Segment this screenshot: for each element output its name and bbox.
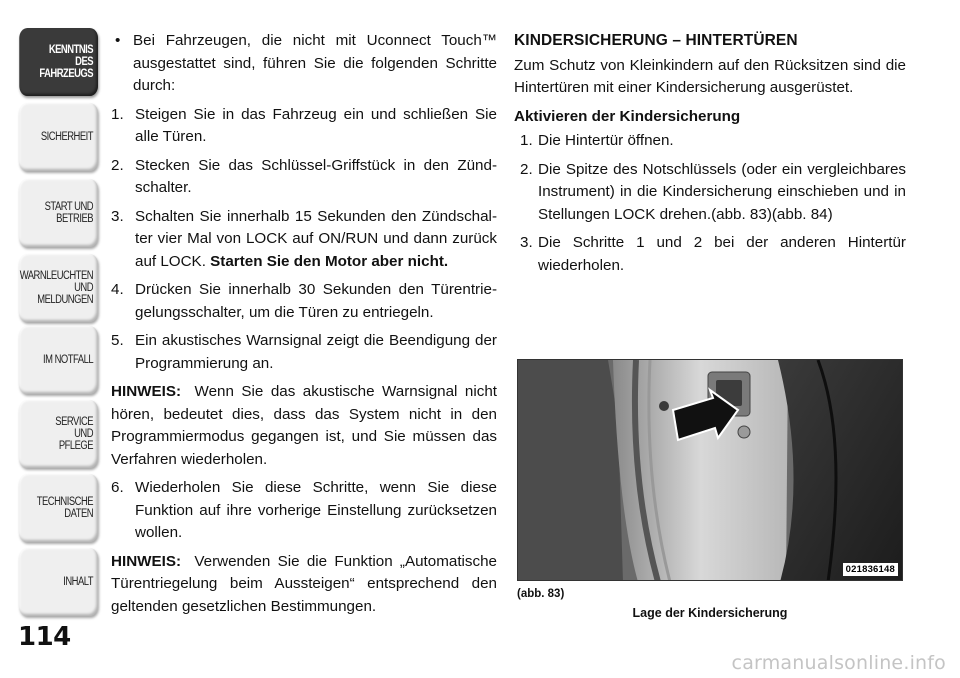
- step-text-bold: Starten Sie den Motor aber nicht.: [210, 252, 449, 270]
- tab-start-und-betrieb[interactable]: START UND BETRIEB: [19, 179, 98, 247]
- step-2: [111, 155, 497, 200]
- step-text: Die Hintertür öffnen.: [538, 132, 674, 149]
- left-column: [111, 30, 497, 624]
- step-number: 2.: [520, 160, 533, 178]
- step-5: [111, 330, 497, 375]
- child-lock-step-2: [514, 159, 906, 227]
- step-number: 3.: [111, 207, 124, 225]
- step-number: 1.: [520, 132, 533, 149]
- note-1: [111, 381, 497, 471]
- tab-inhalt[interactable]: INHALT: [19, 548, 98, 616]
- step-4: [111, 279, 497, 324]
- step-number: 4.: [111, 281, 124, 298]
- step-text: Die Spitze des Notschlüssels (oder ein vergleichbares Instrument) in die Kindersicherung einschieben und in Stellungen LOCK drehen.(abb. 83)(abb. 84): [538, 160, 906, 223]
- step-text: Steigen Sie in das Fahrzeug ein und schließen Sie alle Türen.: [135, 105, 497, 145]
- step-number: 3.: [520, 234, 533, 251]
- tab-service-und-pflege[interactable]: SERVICE UND PFLEGE: [19, 400, 98, 468]
- tab-sicherheit[interactable]: SICHERHEIT: [19, 103, 98, 171]
- step-text: Ein akustisches Warnsignal zeigt die Beendigung der Programmierung an.: [135, 332, 497, 372]
- step-text: Die Schritte 1 und 2 bei der anderen Hintertür wiederholen.: [538, 234, 906, 274]
- note-label: HINWEIS:: [111, 383, 182, 400]
- door-illustration: [518, 360, 903, 581]
- bullet-marker: •: [115, 32, 121, 49]
- section-heading: KINDERSICHERUNG – HINTERTÜREN: [514, 32, 798, 49]
- bullet-text: Bei Fahrzeugen, die nicht mit Uconnect Touch™ ausgestattet sind, führen Sie die folgenden Schritte durch:: [133, 32, 497, 94]
- tab-kenntnis-des-fahrzeugs[interactable]: KENNTNIS DES FAHRZEUGS: [19, 28, 98, 96]
- section-intro: Zum Schutz von Kleinkindern auf den Rücksitzen sind die Hintertüren mit einer Kindersicherung ausgerüstet.: [514, 56, 906, 96]
- note-text: Wenn Sie das akustische Warnsignal nicht hören, bedeutet dies, dass das System nicht in den Programmiermodus gegangen ist, und Sie müssen das Verfahren wiederholen.: [111, 383, 497, 468]
- page-number: 114: [18, 622, 71, 652]
- tab-im-notfall[interactable]: IM NOTFALL: [19, 326, 98, 394]
- step-3: [111, 206, 497, 274]
- subsection-heading: Aktivieren der Kindersicherung: [514, 107, 741, 125]
- step-number: 6.: [111, 479, 124, 496]
- step-1: [111, 104, 497, 149]
- tab-warnleuchten-und-meldungen[interactable]: WARNLEUCHTEN UND MELDUNGEN: [19, 254, 98, 322]
- tab-technische-daten[interactable]: TECHNISCHE DATEN: [19, 474, 98, 542]
- note-label: HINWEIS:: [111, 552, 182, 570]
- figure-code: 021836148: [843, 563, 898, 576]
- step-number: 5.: [111, 332, 124, 349]
- figure-reference: (abb. 83): [517, 588, 565, 600]
- bullet-item: [111, 30, 497, 98]
- watermark: carmanualsonline.info: [731, 652, 946, 674]
- step-6: [111, 477, 497, 545]
- step-text-regular: Schalten Sie innerhalb 15 Sekunden den Zündschalter vier Mal von LOCK auf ON/RUN und dann zurück auf LOCK.: [135, 207, 497, 270]
- child-lock-step-3: [514, 232, 906, 277]
- step-number: 1.: [111, 105, 124, 123]
- note-text: Verwenden Sie die Funktion „Automatische Türentriegelung beim Aussteigen“ entsprechend den geltenden gesetzlichen Bestimmungen.: [111, 552, 497, 615]
- child-lock-photo: [517, 359, 903, 581]
- step-text: [135, 206, 497, 274]
- note-2: [111, 551, 497, 619]
- figure-caption: Lage der Kindersicherung: [632, 606, 788, 620]
- step-number: 2.: [111, 156, 124, 174]
- step-text: Wiederholen Sie diese Schritte, wenn Sie diese Funktion auf ihre vorherige Einstellung zurücksetzen wollen.: [135, 479, 497, 541]
- step-text: Stecken Sie das Schlüssel-Griffstück in den Zündschalter.: [135, 156, 497, 196]
- right-column: [514, 30, 906, 283]
- child-lock-step-1: [514, 130, 906, 153]
- step-text: Drücken Sie innerhalb 30 Sekunden den Türentriegelungsschalter, um die Türen zu entriegeln.: [135, 281, 497, 321]
